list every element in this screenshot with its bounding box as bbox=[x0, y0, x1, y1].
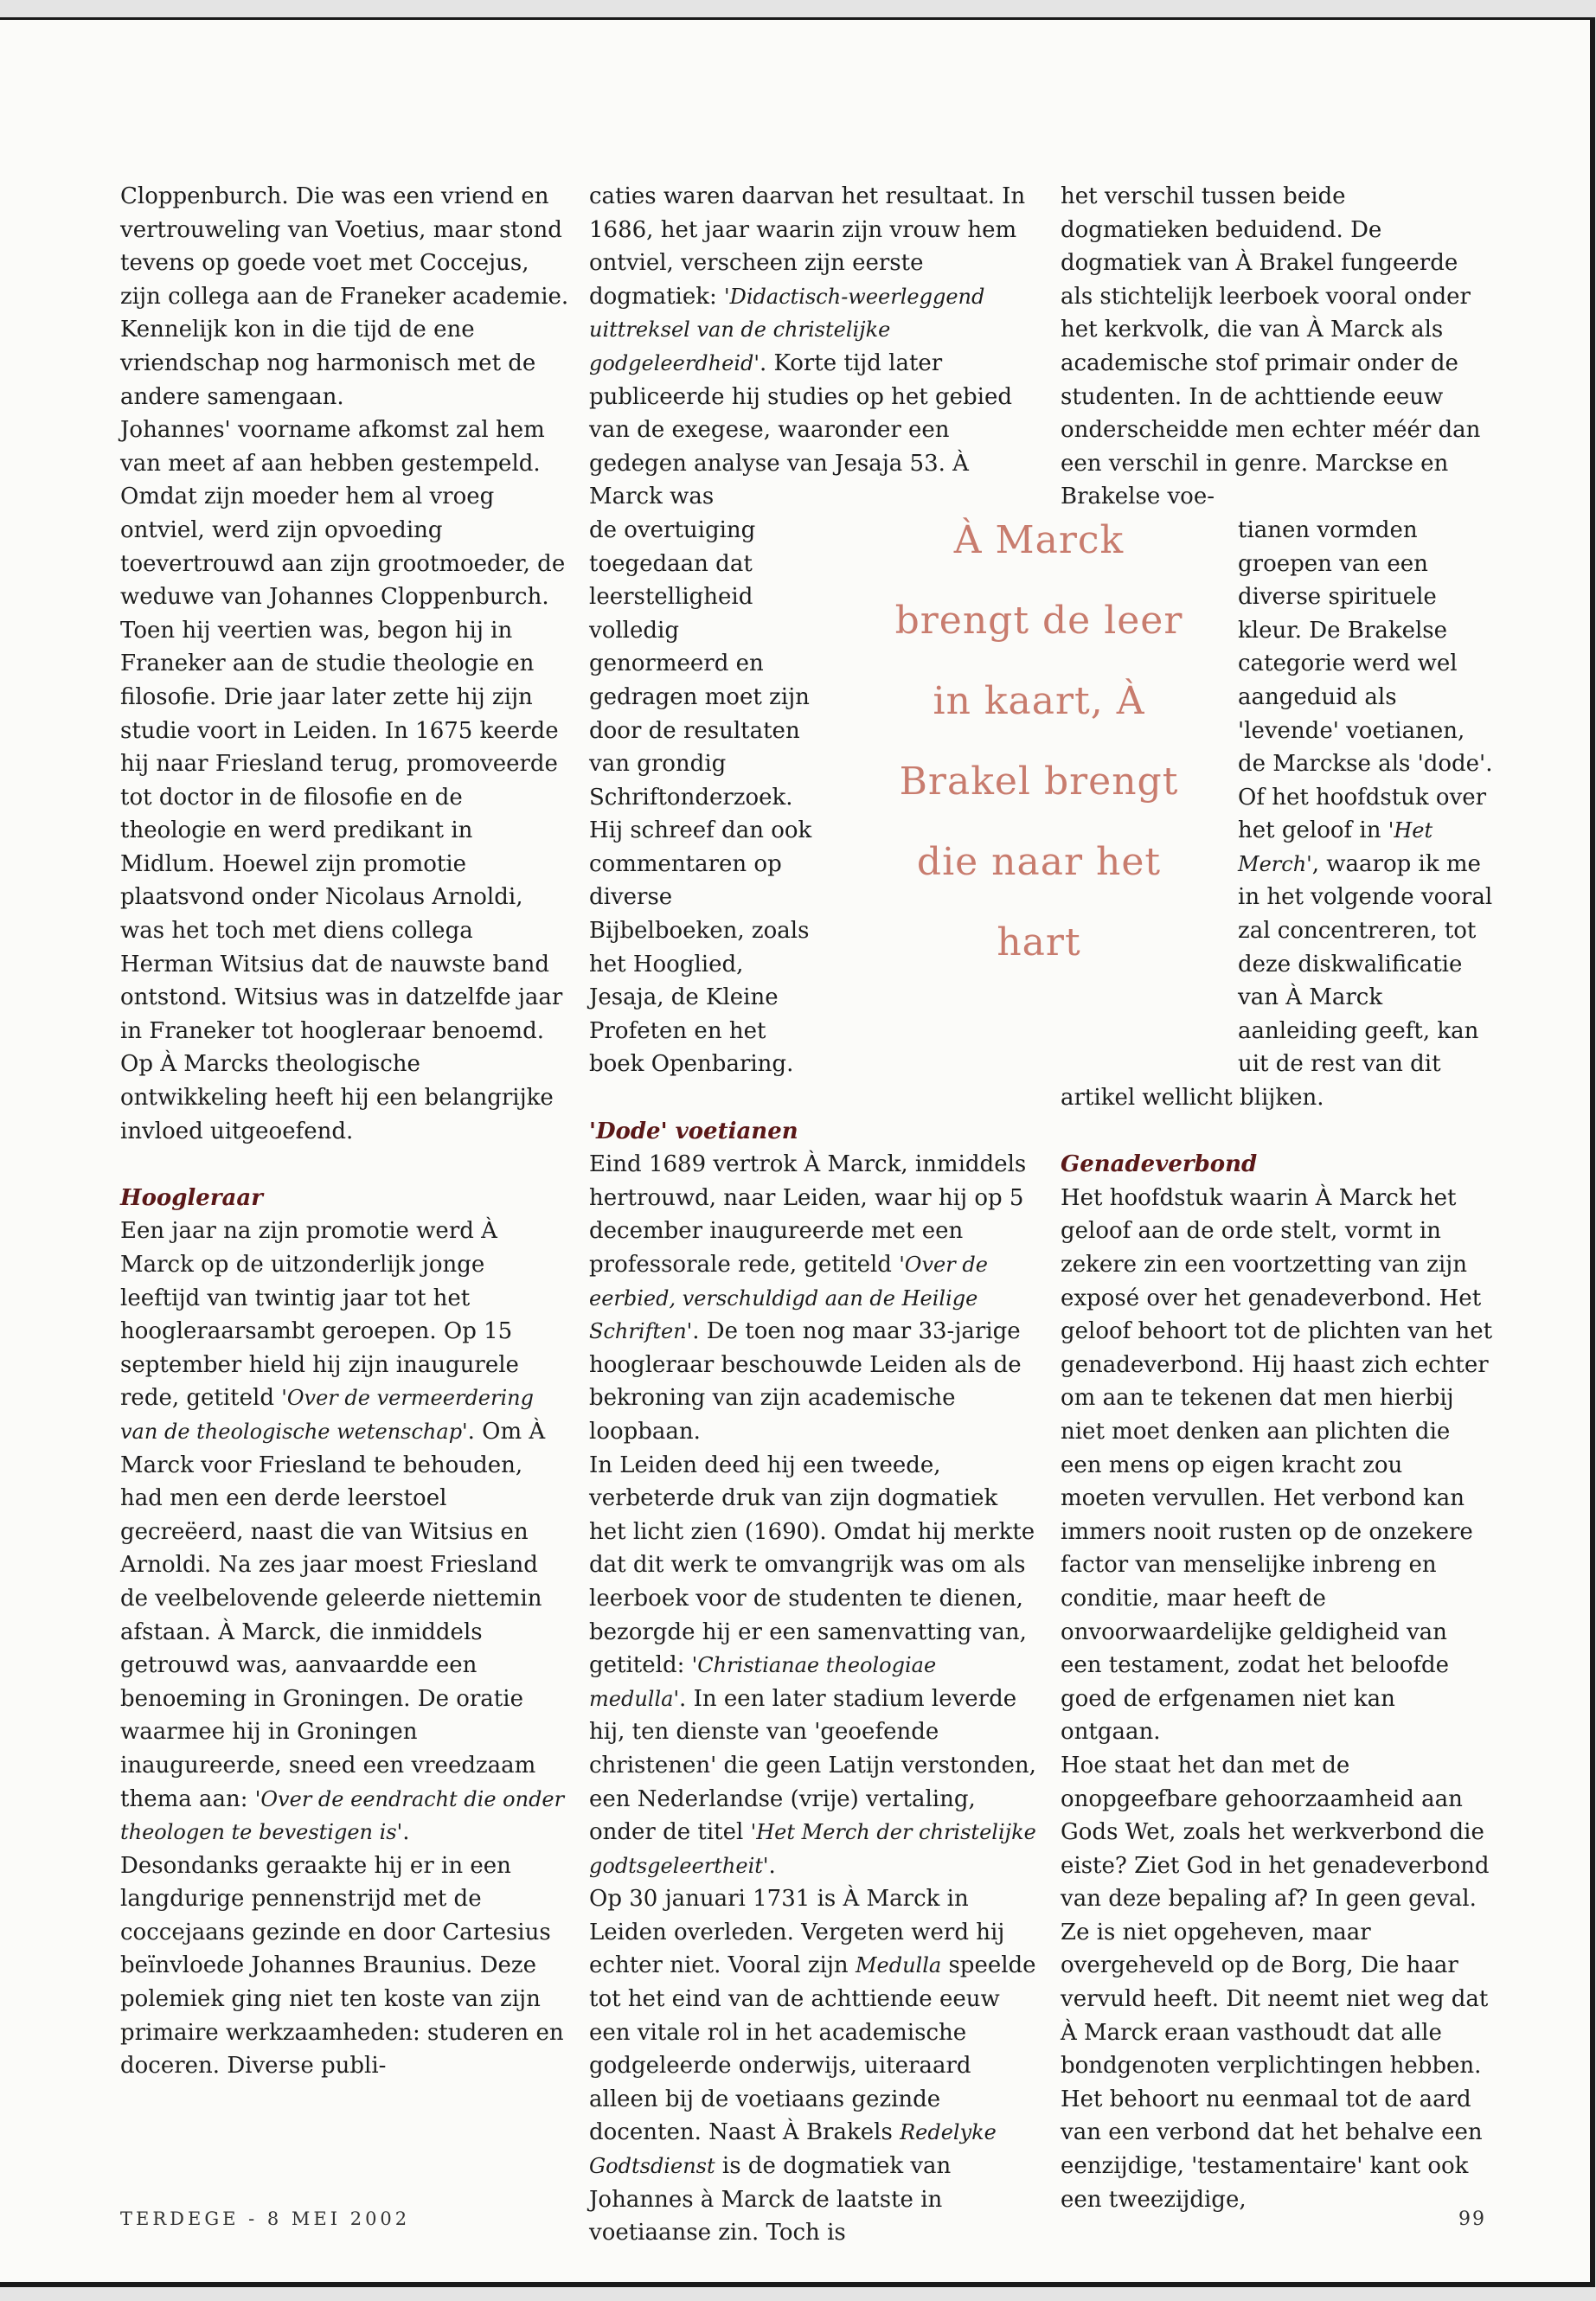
paragraph: Een jaar na zijn promotie werd À Marck op de uitzonderlijk jonge leeftijd van twintig jaar tot het hoogleraarsambt geroepen. Op 15 september hield hij zijn inaugurele rede, getiteld 'Over de vermeerdering van de theologische wetenschap'. Om À Marck voor Friesland te behouden, had men een derde leerstoel gecreëerd, naast die van Witsius en Arnoldi. Na zes jaar moest Friesland de veelbelovende geleerde niettemin afstaan. À Marck, die inmiddels getrouwd was, aanvaardde een benoeming in Groningen. De oratie waarmee hij in Groningen inaugureerde, sneed een vreedzaam thema aan: 'Over de eendracht die onder theologen te bevestigen is'. bbox=[120, 1218, 565, 1846]
paragraph: Hoe staat het dan met de onopgeefbare gehoorzaamheid aan Gods Wet, zoals het werkverbond die eiste? Ziet God in het genadeverbond van deze bepaling af? In geen geval. Ze is niet opgeheven, maar overgeheveld op de Borg, Die haar vervuld heeft. Dit neemt niet weg dat À Marck eraan vasthoudt dat alle bondgenoten verplichtingen hebben. Het behoort nu eenmaal tot de aard van een verbond dat het behalve een eenzijdige, 'testamentaire' kant ook een tweezijdige, bbox=[1061, 1752, 1490, 2213]
paragraph: Het hoofdstuk waarin À Marck het geloof aan de orde stelt, vormt in zekere zin een voortzetting van zijn exposé over het genadeverbond. Het geloof behoort tot de plichten van het genadeverbond. Hij haast zich echter om aan te tekenen dat men hierbij niet moet denken aan plichten die een mens op eigen kracht zou moeten vervullen. Het verbond kan immers nooit rusten op de onzekere factor van menselijke inbreng en conditie, maar heeft de onvoorwaardelijke geldigheid van een testament, zodat het beloofde goed de erfgenamen niet kan ontgaan. bbox=[1061, 1184, 1493, 1746]
paragraph: Desondanks geraakte hij er in een langdurige pennenstrijd met de coccejaans gezinde en door Cartesius beïnvloede Johannes Braunius. Deze polemiek ging niet ten koste van zijn primaire werkzaamheden: studeren en doceren. Diverse publi- bbox=[120, 1852, 564, 2080]
pull-quote-line: die naar het bbox=[916, 840, 1162, 884]
column-2 bbox=[589, 180, 1039, 2250]
pull-quote-line: Brakel brengt bbox=[899, 760, 1179, 804]
paragraph-beside-quote: de overtuiging toegedaan dat leerstelligheid volledig genormeerd en gedragen moet zijn door de resultaten van grondig Schriftonderzoek. Hij schreef dan ook commentaren op diverse Bijbelboeken, zoals het Hooglied, Jesaja, de Kleine Profeten en het boek Openbaring. bbox=[589, 516, 812, 1078]
paragraph: Eind 1689 vertrok À Marck, inmiddels hertrouwd, naar Leiden, waar hij op 5 december inaugureerde met een professorale rede, getiteld 'Over de eerbied, verschuldigd aan de Heilige Schriften'. De toen nog maar 33-jarige hoogleraar beschouwde Leiden als de bekroning van zijn academische loopbaan. bbox=[589, 1151, 1027, 1445]
paragraph: Cloppenburch. Die was een vriend en vertrouweling van Voetius, maar stond tevens op goede voet met Coccejus, zijn collega aan de Franeker academie. Kennelijk kon in die tijd de ene vriendschap nog harmonisch met de andere samengaan. bbox=[120, 183, 569, 410]
pull-quote-line: in kaart, À bbox=[933, 679, 1145, 723]
paragraph-beside-quote: tianen vormden groepen van een diverse spirituele kleur. De Brakelse categorie werd wel aangeduid als 'levende' voetianen, de Marckse als 'dode'. Of het hoofdstuk over het geloof in 'Het Merch', waarop ik me in het volgende vooral zal concentreren, tot deze diskwalificatie van À Marck aanleiding geeft, kan uit de rest van dit bbox=[1238, 516, 1493, 1078]
column-1 bbox=[120, 180, 570, 2083]
column-3 bbox=[1061, 180, 1493, 2216]
pull-quote-line: hart bbox=[997, 920, 1081, 965]
paragraph: het verschil tussen beide dogmatieken beduidend. De dogmatiek van À Brakel fungeerde als stichtelijk leerboek vooral onder het kerkvolk, die van À Marck als academische stof primair onder de studenten. In de achttiende eeuw onderscheidde men echter méér dan een verschil in genre. Marckse en Brakelse voe- bbox=[1061, 183, 1481, 510]
section-heading-genadeverbond: Genadeverbond bbox=[1061, 1151, 1258, 1178]
section-heading-hoogleraar: Hoogleraar bbox=[120, 1184, 263, 1211]
paragraph: Op 30 januari 1731 is À Marck in Leiden overleden. Vergeten werd hij echter niet. Vooral zijn Medulla speelde tot het eind van de achttiende eeuw een vitale rol in het academische godgeleerde onderwijs, uiteraard alleen bij de voetiaans gezinde docenten. Naast À Brakels Redelyke Godtsdienst is de dogmatiek van Johannes à Marck de laatste in voetiaanse zin. Toch is bbox=[589, 1886, 1036, 2247]
paragraph: Johannes' voorname afkomst zal hem van meet af aan hebben gestempeld. Omdat zijn moeder hem al vroeg ontviel, werd zijn opvoeding toevertrouwd aan zijn grootmoeder, de weduwe van Johannes Cloppenburch. Toen hij veertien was, begon hij in Franeker aan de studie theologie en filosofie. Drie jaar later zette hij zijn studie voort in Leiden. In 1675 keerde hij naar Friesland terug, promoveerde tot doctor in de filosofie en de theologie en werd predikant in Midlum. Hoewel zijn promotie plaatsvond onder Nicolaus Arnoldi, was het toch met diens collega Herman Witsius dat de nauwste band ontstond. Witsius was in datzelfde jaar in Franeker tot hoogleraar benoemd. Op À Marcks theologische ontwikkeling heeft hij een belangrijke invloed uitgeoefend. bbox=[120, 417, 566, 1144]
section-heading-dode-voetianen: 'Dode' voetianen bbox=[589, 1118, 798, 1144]
page-number: 99 bbox=[1458, 2208, 1486, 2230]
paragraph: In Leiden deed hij een tweede, verbeterde druk van zijn dogmatiek het licht zien (1690). Omdat hij merkte dat dit werk te omvangrijk was om als leerboek voor de studenten te dienen, bezorgde hij er een samenvatting van, getiteld: 'Christianae theologiae medulla'. In een later stadium leverde hij, ten dienste van 'geoefende christenen' die geen Latijn verstonden, een Nederlandse (vrije) vertaling, onder de titel 'Het Merch der christelijke godtsgeleertheit'. bbox=[589, 1452, 1036, 1879]
paragraph: artikel wellicht blijken. bbox=[1061, 1085, 1324, 1112]
pull-quote-line: brengt de leer bbox=[894, 599, 1183, 643]
pull-quote-line: À Marck bbox=[953, 518, 1125, 562]
paragraph: caties waren daarvan het resultaat. In 1686, het jaar waarin zijn vrouw hem ontviel, verscheen zijn eerste dogmatiek: 'Didactisch-weerleggend uittreksel van de christelijke godgeleerdheid'. Korte tijd later publiceerde hij studies op het gebied van de exegese, waaronder een gedegen analyse van Jesaja 53. À Marck was bbox=[589, 183, 1026, 510]
pull-quote bbox=[888, 500, 1190, 983]
footer-publication: TERDEGE - 8 MEI 2002 bbox=[120, 2208, 411, 2229]
magazine-page bbox=[0, 17, 1595, 2287]
